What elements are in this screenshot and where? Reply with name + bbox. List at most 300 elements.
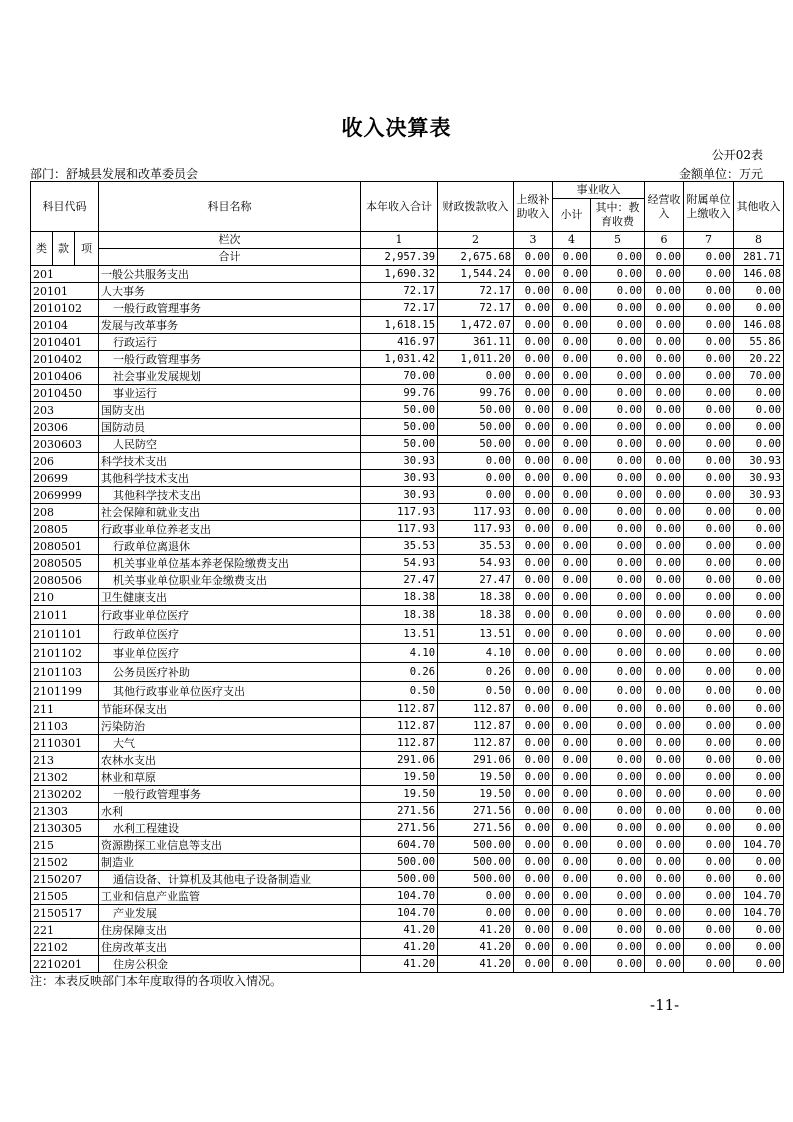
table-row bbox=[31, 487, 784, 504]
subject-name-cell: 人大事务 bbox=[99, 283, 361, 300]
amount-cell: 0.00 bbox=[734, 735, 784, 752]
amount-cell: 0.00 bbox=[438, 470, 514, 487]
header-operating-income: 经营收入 bbox=[645, 182, 684, 232]
amount-cell: 0.00 bbox=[514, 625, 553, 644]
income-table bbox=[30, 181, 784, 973]
table-row bbox=[31, 368, 784, 385]
total-cell: 0.00 bbox=[514, 249, 553, 266]
amount-cell: 0.00 bbox=[553, 625, 591, 644]
subject-name-cell: 一般行政管理事务 bbox=[99, 786, 361, 803]
amount-cell: 0.00 bbox=[684, 283, 734, 300]
amount-cell: 0.00 bbox=[684, 837, 734, 854]
amount-cell: 55.86 bbox=[734, 334, 784, 351]
subject-code-cell: 2101102 bbox=[31, 644, 99, 663]
amount-cell: 72.17 bbox=[438, 300, 514, 317]
subject-code-cell: 2010402 bbox=[31, 351, 99, 368]
col-number: 8 bbox=[734, 232, 784, 249]
amount-cell: 0.00 bbox=[645, 368, 684, 385]
amount-cell: 0.00 bbox=[514, 854, 553, 871]
subject-code-cell: 210 bbox=[31, 589, 99, 606]
amount-cell: 0.00 bbox=[514, 735, 553, 752]
amount-cell: 0.00 bbox=[514, 718, 553, 735]
amount-cell: 0.00 bbox=[553, 820, 591, 837]
amount-cell: 0.00 bbox=[553, 682, 591, 701]
header-item: 项 bbox=[75, 232, 99, 266]
table-row bbox=[31, 317, 784, 334]
subject-code-cell: 2010406 bbox=[31, 368, 99, 385]
amount-cell: 41.20 bbox=[438, 956, 514, 973]
table-row bbox=[31, 606, 784, 625]
amount-cell: 0.00 bbox=[645, 663, 684, 682]
amount-cell: 0.00 bbox=[514, 663, 553, 682]
amount-cell: 0.00 bbox=[734, 283, 784, 300]
amount-cell: 0.00 bbox=[645, 402, 684, 419]
amount-cell: 30.93 bbox=[734, 453, 784, 470]
amount-cell: 0.00 bbox=[514, 803, 553, 820]
subject-code-cell: 2101101 bbox=[31, 625, 99, 644]
amount-cell: 0.00 bbox=[734, 521, 784, 538]
amount-cell: 0.00 bbox=[734, 300, 784, 317]
subject-code-cell: 2069999 bbox=[31, 487, 99, 504]
amount-cell: 0.00 bbox=[591, 701, 645, 718]
amount-cell: 0.00 bbox=[734, 419, 784, 436]
amount-cell: 291.06 bbox=[361, 752, 438, 769]
subject-name-cell: 资源勘探工业信息等支出 bbox=[99, 837, 361, 854]
table-row bbox=[31, 538, 784, 555]
amount-cell: 18.38 bbox=[438, 606, 514, 625]
amount-cell: 41.20 bbox=[438, 939, 514, 956]
amount-cell: 1,690.32 bbox=[361, 266, 438, 283]
header-subject-name: 科目名称 bbox=[99, 182, 361, 232]
amount-cell: 0.00 bbox=[553, 572, 591, 589]
header-section: 款 bbox=[53, 232, 75, 266]
amount-cell: 0.00 bbox=[684, 820, 734, 837]
subject-name-cell: 机关事业单位基本养老保险缴费支出 bbox=[99, 555, 361, 572]
amount-cell: 41.20 bbox=[438, 922, 514, 939]
amount-cell: 0.00 bbox=[645, 625, 684, 644]
department-label: 部门：舒城县发展和改革委员会 bbox=[30, 167, 199, 181]
amount-cell: 35.53 bbox=[361, 538, 438, 555]
subject-code-cell: 215 bbox=[31, 837, 99, 854]
amount-cell: 0.00 bbox=[645, 922, 684, 939]
amount-cell: 500.00 bbox=[438, 854, 514, 871]
subject-name-cell: 一般行政管理事务 bbox=[99, 300, 361, 317]
amount-cell: 0.00 bbox=[553, 487, 591, 504]
amount-cell: 0.00 bbox=[553, 283, 591, 300]
amount-cell: 0.00 bbox=[553, 419, 591, 436]
amount-cell: 117.93 bbox=[361, 521, 438, 538]
col-number: 3 bbox=[514, 232, 553, 249]
col-number: 7 bbox=[684, 232, 734, 249]
amount-cell: 112.87 bbox=[438, 735, 514, 752]
amount-cell: 0.00 bbox=[645, 436, 684, 453]
table-row bbox=[31, 644, 784, 663]
table-row bbox=[31, 701, 784, 718]
table-row bbox=[31, 555, 784, 572]
subject-code-cell: 20699 bbox=[31, 470, 99, 487]
amount-cell: 50.00 bbox=[361, 402, 438, 419]
amount-cell: 0.00 bbox=[684, 351, 734, 368]
subject-code-cell: 20306 bbox=[31, 419, 99, 436]
table-row bbox=[31, 351, 784, 368]
subject-name-cell: 人民防空 bbox=[99, 436, 361, 453]
amount-cell: 13.51 bbox=[361, 625, 438, 644]
amount-cell: 0.00 bbox=[553, 317, 591, 334]
amount-cell: 30.93 bbox=[734, 487, 784, 504]
table-row bbox=[31, 504, 784, 521]
amount-cell: 0.00 bbox=[684, 453, 734, 470]
amount-cell: 0.00 bbox=[734, 572, 784, 589]
amount-cell: 0.00 bbox=[553, 956, 591, 973]
amount-cell: 72.17 bbox=[361, 300, 438, 317]
header-subject-code: 科目代码 bbox=[31, 182, 99, 232]
table-row bbox=[31, 718, 784, 735]
amount-cell: 0.00 bbox=[438, 487, 514, 504]
amount-cell: 0.00 bbox=[734, 538, 784, 555]
amount-cell: 0.00 bbox=[553, 402, 591, 419]
table-row bbox=[31, 625, 784, 644]
amount-cell: 0.00 bbox=[591, 453, 645, 470]
amount-cell: 0.00 bbox=[684, 752, 734, 769]
amount-cell: 0.00 bbox=[645, 453, 684, 470]
amount-cell: 4.10 bbox=[438, 644, 514, 663]
subject-name-cell: 公务员医疗补助 bbox=[99, 663, 361, 682]
amount-cell: 19.50 bbox=[361, 786, 438, 803]
amount-cell: 0.00 bbox=[591, 905, 645, 922]
header-fiscal-grant: 财政拨款收入 bbox=[438, 182, 514, 232]
amount-cell: 0.00 bbox=[734, 718, 784, 735]
amount-cell: 0.00 bbox=[684, 606, 734, 625]
subject-name-cell: 其他科学技术支出 bbox=[99, 487, 361, 504]
subject-code-cell: 203 bbox=[31, 402, 99, 419]
amount-cell: 0.00 bbox=[553, 334, 591, 351]
amount-cell: 0.00 bbox=[684, 470, 734, 487]
amount-cell: 0.00 bbox=[684, 521, 734, 538]
subject-code-cell: 21502 bbox=[31, 854, 99, 871]
amount-cell: 0.00 bbox=[514, 385, 553, 402]
subject-code-cell: 22102 bbox=[31, 939, 99, 956]
amount-cell: 0.00 bbox=[684, 769, 734, 786]
amount-cell: 0.00 bbox=[734, 606, 784, 625]
amount-cell: 0.00 bbox=[645, 682, 684, 701]
amount-cell: 0.00 bbox=[734, 803, 784, 820]
amount-cell: 0.00 bbox=[645, 266, 684, 283]
amount-cell: 0.00 bbox=[645, 351, 684, 368]
amount-cell: 0.00 bbox=[553, 905, 591, 922]
amount-cell: 0.00 bbox=[514, 504, 553, 521]
amount-cell: 50.00 bbox=[438, 436, 514, 453]
amount-cell: 99.76 bbox=[438, 385, 514, 402]
amount-cell: 271.56 bbox=[438, 803, 514, 820]
amount-cell: 0.00 bbox=[514, 351, 553, 368]
subject-code-cell: 2080501 bbox=[31, 538, 99, 555]
amount-cell: 104.70 bbox=[734, 837, 784, 854]
amount-cell: 0.00 bbox=[591, 402, 645, 419]
form-number: 公开02表 bbox=[711, 148, 763, 162]
amount-cell: 0.00 bbox=[684, 572, 734, 589]
subject-name-cell: 社会事业发展规划 bbox=[99, 368, 361, 385]
amount-cell: 0.00 bbox=[684, 701, 734, 718]
amount-cell: 70.00 bbox=[361, 368, 438, 385]
amount-cell: 0.00 bbox=[553, 644, 591, 663]
amount-cell: 0.00 bbox=[514, 820, 553, 837]
amount-cell: 41.20 bbox=[361, 922, 438, 939]
amount-cell: 0.00 bbox=[591, 939, 645, 956]
subject-name-cell: 其他科学技术支出 bbox=[99, 470, 361, 487]
amount-cell: 20.22 bbox=[734, 351, 784, 368]
amount-cell: 0.00 bbox=[553, 786, 591, 803]
amount-cell: 0.00 bbox=[591, 956, 645, 973]
table-row bbox=[31, 266, 784, 283]
amount-cell: 0.00 bbox=[734, 701, 784, 718]
amount-cell: 0.00 bbox=[734, 504, 784, 521]
amount-cell: 0.00 bbox=[553, 939, 591, 956]
amount-cell: 104.70 bbox=[734, 888, 784, 905]
subject-name-cell: 行政单位离退休 bbox=[99, 538, 361, 555]
subject-code-cell: 2030603 bbox=[31, 436, 99, 453]
table-row bbox=[31, 956, 784, 973]
amount-cell: 0.00 bbox=[734, 939, 784, 956]
amount-cell: 0.00 bbox=[684, 368, 734, 385]
amount-cell: 0.00 bbox=[645, 419, 684, 436]
subject-code-cell: 2101103 bbox=[31, 663, 99, 682]
subject-code-cell: 2150517 bbox=[31, 905, 99, 922]
subject-code-cell: 2210201 bbox=[31, 956, 99, 973]
amount-cell: 0.00 bbox=[645, 487, 684, 504]
amount-cell: 146.08 bbox=[734, 266, 784, 283]
subject-code-cell: 2010450 bbox=[31, 385, 99, 402]
amount-cell: 271.56 bbox=[361, 803, 438, 820]
amount-cell: 0.00 bbox=[684, 402, 734, 419]
amount-cell: 0.00 bbox=[684, 436, 734, 453]
subject-name-cell: 发展与改革事务 bbox=[99, 317, 361, 334]
subject-name-cell: 一般行政管理事务 bbox=[99, 351, 361, 368]
amount-cell: 0.00 bbox=[591, 625, 645, 644]
subject-name-cell: 行政单位医疗 bbox=[99, 625, 361, 644]
subject-name-cell: 事业运行 bbox=[99, 385, 361, 402]
amount-cell: 41.20 bbox=[361, 956, 438, 973]
amount-cell: 0.00 bbox=[514, 888, 553, 905]
amount-cell: 0.00 bbox=[645, 317, 684, 334]
total-cell: 0.00 bbox=[645, 249, 684, 266]
amount-cell: 41.20 bbox=[361, 939, 438, 956]
header-total-label: 合计 bbox=[99, 249, 361, 266]
subject-code-cell: 206 bbox=[31, 453, 99, 470]
subject-name-cell: 产业发展 bbox=[99, 905, 361, 922]
amount-cell: 0.50 bbox=[361, 682, 438, 701]
amount-cell: 0.00 bbox=[591, 820, 645, 837]
amount-cell: 0.00 bbox=[553, 555, 591, 572]
amount-cell: 0.00 bbox=[591, 555, 645, 572]
amount-cell: 0.00 bbox=[591, 436, 645, 453]
amount-cell: 0.00 bbox=[514, 538, 553, 555]
amount-cell: 0.00 bbox=[514, 555, 553, 572]
amount-cell: 0.00 bbox=[645, 871, 684, 888]
header-total-income: 本年收入合计 bbox=[361, 182, 438, 232]
col-number: 5 bbox=[591, 232, 645, 249]
amount-cell: 72.17 bbox=[361, 283, 438, 300]
header-affiliated-remit: 附属单位上缴收入 bbox=[684, 182, 734, 232]
amount-cell: 0.00 bbox=[684, 625, 734, 644]
page-title: 收入决算表 bbox=[341, 115, 452, 140]
amount-cell: 0.00 bbox=[684, 871, 734, 888]
amount-cell: 500.00 bbox=[361, 871, 438, 888]
amount-cell: 0.00 bbox=[734, 682, 784, 701]
total-cell: 2,957.39 bbox=[361, 249, 438, 266]
amount-cell: 0.00 bbox=[514, 922, 553, 939]
subject-name-cell: 科学技术支出 bbox=[99, 453, 361, 470]
amount-cell: 0.00 bbox=[645, 803, 684, 820]
amount-cell: 13.51 bbox=[438, 625, 514, 644]
subject-name-cell: 住房保障支出 bbox=[99, 922, 361, 939]
amount-cell: 0.00 bbox=[591, 521, 645, 538]
amount-cell: 1,031.42 bbox=[361, 351, 438, 368]
amount-cell: 0.00 bbox=[684, 317, 734, 334]
amount-cell: 0.00 bbox=[645, 385, 684, 402]
header-row-label: 栏次 bbox=[99, 232, 361, 249]
amount-cell: 0.00 bbox=[645, 888, 684, 905]
amount-cell: 0.00 bbox=[734, 385, 784, 402]
amount-cell: 0.00 bbox=[514, 939, 553, 956]
amount-cell: 0.00 bbox=[645, 644, 684, 663]
amount-cell: 0.00 bbox=[553, 735, 591, 752]
amount-cell: 0.00 bbox=[734, 854, 784, 871]
amount-cell: 0.00 bbox=[734, 402, 784, 419]
amount-cell: 0.00 bbox=[591, 385, 645, 402]
table-row bbox=[31, 334, 784, 351]
table-row bbox=[31, 521, 784, 538]
amount-cell: 0.00 bbox=[514, 589, 553, 606]
amount-cell: 0.00 bbox=[591, 888, 645, 905]
table-row bbox=[31, 385, 784, 402]
table-row bbox=[31, 402, 784, 419]
amount-cell: 0.00 bbox=[645, 521, 684, 538]
subject-name-cell: 事业单位医疗 bbox=[99, 644, 361, 663]
amount-cell: 0.00 bbox=[514, 521, 553, 538]
table-row bbox=[31, 470, 784, 487]
amount-cell: 0.00 bbox=[591, 351, 645, 368]
amount-cell: 0.00 bbox=[553, 606, 591, 625]
subject-name-cell: 住房改革支出 bbox=[99, 939, 361, 956]
amount-cell: 19.50 bbox=[438, 786, 514, 803]
header-superior-subsidy: 上级补助收入 bbox=[514, 182, 553, 232]
amount-cell: 0.00 bbox=[591, 718, 645, 735]
table-row bbox=[31, 820, 784, 837]
subject-name-cell: 制造业 bbox=[99, 854, 361, 871]
amount-cell: 0.00 bbox=[514, 317, 553, 334]
amount-cell: 0.00 bbox=[591, 606, 645, 625]
subject-code-cell: 2101199 bbox=[31, 682, 99, 701]
amount-cell: 0.00 bbox=[645, 956, 684, 973]
amount-cell: 0.00 bbox=[591, 786, 645, 803]
table-row bbox=[31, 300, 784, 317]
amount-cell: 18.38 bbox=[438, 589, 514, 606]
amount-cell: 0.00 bbox=[684, 385, 734, 402]
amount-cell: 0.00 bbox=[645, 504, 684, 521]
amount-cell: 0.00 bbox=[514, 871, 553, 888]
subject-code-cell: 21303 bbox=[31, 803, 99, 820]
amount-cell: 0.00 bbox=[438, 905, 514, 922]
subject-name-cell: 卫生健康支出 bbox=[99, 589, 361, 606]
amount-cell: 0.00 bbox=[684, 589, 734, 606]
table-row bbox=[31, 939, 784, 956]
amount-cell: 0.00 bbox=[734, 555, 784, 572]
table-row bbox=[31, 436, 784, 453]
subject-code-cell: 20805 bbox=[31, 521, 99, 538]
amount-cell: 0.00 bbox=[645, 538, 684, 555]
amount-cell: 0.00 bbox=[684, 644, 734, 663]
amount-unit-label: 金额单位：万元 bbox=[678, 167, 763, 181]
subject-code-cell: 201 bbox=[31, 266, 99, 283]
amount-cell: 0.00 bbox=[553, 837, 591, 854]
amount-cell: 0.00 bbox=[591, 572, 645, 589]
amount-cell: 0.00 bbox=[684, 504, 734, 521]
subject-name-cell: 大气 bbox=[99, 735, 361, 752]
amount-cell: 0.00 bbox=[684, 300, 734, 317]
amount-cell: 0.00 bbox=[591, 837, 645, 854]
amount-cell: 0.00 bbox=[591, 487, 645, 504]
amount-cell: 0.00 bbox=[734, 871, 784, 888]
amount-cell: 50.00 bbox=[438, 419, 514, 436]
amount-cell: 0.00 bbox=[514, 436, 553, 453]
amount-cell: 0.00 bbox=[591, 769, 645, 786]
amount-cell: 0.00 bbox=[553, 752, 591, 769]
amount-cell: 0.00 bbox=[645, 470, 684, 487]
amount-cell: 0.00 bbox=[591, 663, 645, 682]
subject-name-cell: 农林水支出 bbox=[99, 752, 361, 769]
amount-cell: 291.06 bbox=[438, 752, 514, 769]
amount-cell: 1,618.15 bbox=[361, 317, 438, 334]
table-row bbox=[31, 769, 784, 786]
amount-cell: 0.00 bbox=[553, 663, 591, 682]
amount-cell: 0.50 bbox=[438, 682, 514, 701]
table-row bbox=[31, 837, 784, 854]
amount-cell: 500.00 bbox=[361, 854, 438, 871]
amount-cell: 30.93 bbox=[361, 470, 438, 487]
amount-cell: 0.00 bbox=[684, 538, 734, 555]
subject-name-cell: 工业和信息产业监管 bbox=[99, 888, 361, 905]
amount-cell: 0.00 bbox=[591, 682, 645, 701]
amount-cell: 361.11 bbox=[438, 334, 514, 351]
amount-cell: 0.00 bbox=[645, 939, 684, 956]
amount-cell: 0.00 bbox=[645, 718, 684, 735]
subject-name-cell: 水利 bbox=[99, 803, 361, 820]
amount-cell: 0.00 bbox=[514, 572, 553, 589]
amount-cell: 54.93 bbox=[361, 555, 438, 572]
amount-cell: 0.00 bbox=[645, 334, 684, 351]
table-row bbox=[31, 453, 784, 470]
amount-cell: 0.00 bbox=[553, 871, 591, 888]
amount-cell: 30.93 bbox=[734, 470, 784, 487]
subject-name-cell: 行政事业单位医疗 bbox=[99, 606, 361, 625]
amount-cell: 0.00 bbox=[553, 538, 591, 555]
amount-cell: 0.00 bbox=[684, 555, 734, 572]
amount-cell: 0.00 bbox=[591, 854, 645, 871]
amount-cell: 0.00 bbox=[684, 682, 734, 701]
amount-cell: 0.00 bbox=[645, 572, 684, 589]
subject-code-cell: 208 bbox=[31, 504, 99, 521]
amount-cell: 0.00 bbox=[514, 769, 553, 786]
amount-cell: 0.00 bbox=[684, 334, 734, 351]
table-row bbox=[31, 752, 784, 769]
amount-cell: 1,472.07 bbox=[438, 317, 514, 334]
amount-cell: 0.00 bbox=[438, 368, 514, 385]
amount-cell: 19.50 bbox=[361, 769, 438, 786]
amount-cell: 0.00 bbox=[553, 266, 591, 283]
total-cell: 0.00 bbox=[553, 249, 591, 266]
subject-name-cell: 国防动员 bbox=[99, 419, 361, 436]
amount-cell: 0.00 bbox=[734, 644, 784, 663]
